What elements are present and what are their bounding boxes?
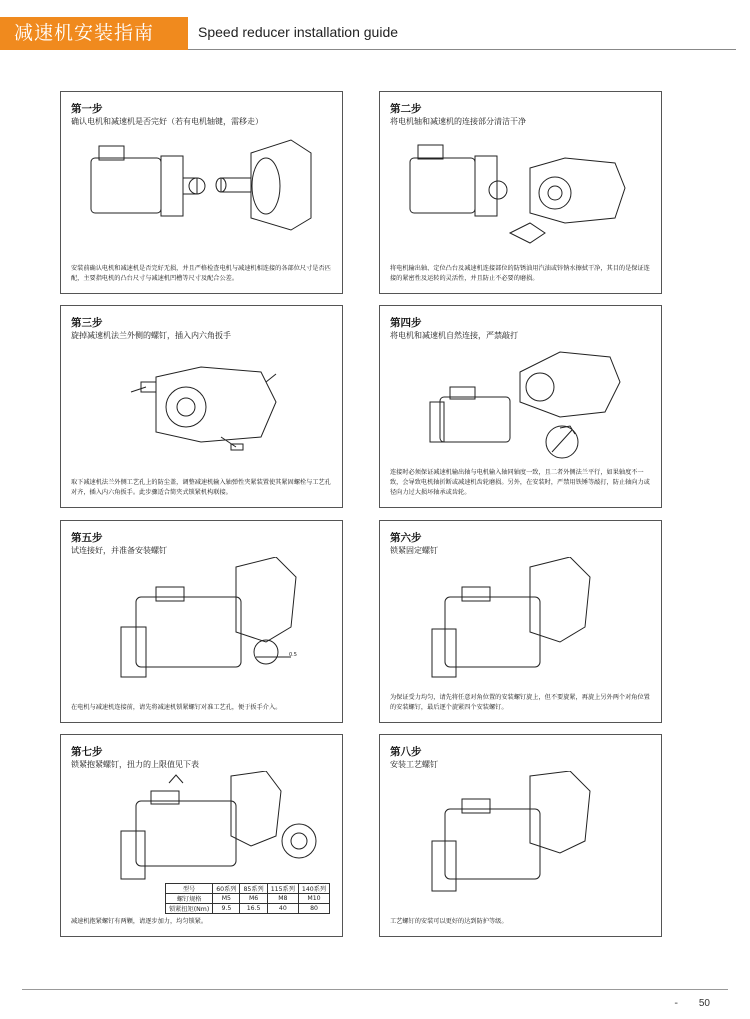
table-cell: 锁紧扭矩(Nm) [166,904,213,914]
step-card-3 [60,305,343,508]
table-cell: 9.5 [213,904,240,914]
step-title: 第六步 [390,532,422,544]
step-card-6 [379,520,662,723]
step-card-8 [379,734,662,937]
tightening-screws-illustration [380,557,663,687]
step-subtitle: 试连接好，并准备安装螺钉 [71,546,167,555]
step-title: 第一步 [71,103,103,115]
table-row [166,904,330,914]
table-row [166,894,330,904]
step-title: 第三步 [71,317,103,329]
step-card-4 [379,305,662,508]
step-description: 在电机与减速机连接前，请先将减速机锁紧螺钉对准工艺孔，便于扳手介入。 [71,704,282,711]
table-cell: 16.5 [240,904,267,914]
step-card-2 [379,91,662,294]
step-subtitle: 确认电机和减速机是否完好（若有电机轴键，需移走） [71,117,263,126]
step-description: 连接时必须保证减速机输出轴与电机输入轴同轴度一致，且二者外侧法兰平行，如果轴度不一致，会导致电机轴折断或减速机齿轮磨损。另外，在安装时，严禁用铁锤等敲打，防止轴向力或径向力过大损坏轴承或齿轮。 [390,469,650,496]
step-title: 第二步 [390,103,422,115]
table-header-cell: 60系列 [213,884,240,894]
table-cell: M5 [213,894,240,904]
header-title-cn: 减速机安装指南 [0,17,188,50]
table-cell: M6 [240,894,267,904]
step-title: 第七步 [71,746,103,758]
callout-value: 0.5 [289,652,297,658]
step-title: 第四步 [390,317,422,329]
process-screw-illustration [380,771,663,901]
table-header-cell: 115系列 [267,884,298,894]
step-subtitle: 锁紧抱紧螺钉，扭力的上限值见下表 [71,760,199,769]
step-description: 安装前确认电机和减速机是否完好无损，并且严格检查电机与减速机相连接的各部位尺寸是否匹配，主要指电机的凸台尺寸与减速机凹槽等尺寸及配合公差。 [71,265,331,282]
table-header-cell: 140系列 [298,884,329,894]
step-description: 取下减速机法兰外侧工艺孔上的防尘盖，调整减速机输入轴弹性夹紧装置使其紧固螺栓与工艺孔对齐，插入内六角扳手。此步骤适合简夹式锁紧机构联接。 [71,479,331,496]
step-description: 为保证受力均匀，请先将任意对角位置的安装螺钉旋上，但不要旋紧，再旋上另外两个对角位置的安装螺钉，最后逐个旋紧四个安装螺钉。 [390,694,650,711]
table-header-cell: 型号 [166,884,213,894]
table-cell: 80 [298,904,329,914]
table-cell: 40 [267,904,298,914]
assembly-no-hammer-illustration [380,342,663,462]
step-card-5 [60,520,343,723]
page-dash: - [674,998,678,1009]
step-card-7 [60,734,343,937]
step-description: 减速机抱紧螺钉有两颗，请逐步加力，均匀锁紧。 [71,918,208,925]
page-number: 50 [698,998,710,1009]
step-title: 第八步 [390,746,422,758]
table-cell: 螺钉规格 [166,894,213,904]
step-subtitle: 安装工艺螺钉 [390,760,438,769]
step-subtitle: 锁紧固定螺钉 [390,546,438,555]
step-subtitle: 将电机和减速机自然连接，严禁敲打 [390,331,518,340]
header-title-en: Speed reducer installation guide [198,24,399,40]
motor-and-reducer-illustration [61,128,344,258]
step-description: 工艺螺钉的安装可以更好的达到防护等级。 [390,918,508,925]
header-divider [188,49,736,50]
footer-divider [22,989,728,990]
torque-table [165,883,330,914]
reducer-with-hex-key-illustration [61,342,344,462]
table-header-row [166,884,330,894]
step-subtitle: 将电机轴和减速机的连接部分清洁干净 [390,117,526,126]
trial-connection-illustration [61,557,344,687]
step-card-1 [60,91,343,294]
step-description: 将电机输出轴、定位凸台及减速机连接部位的防锈油用汽油或锌钠水擦拭干净，其目的是保证连接的紧密性及运转的灵活性，并且防止不必要的磨损。 [390,265,650,282]
clamp-screw-illustration [61,771,344,881]
step-title: 第五步 [71,532,103,544]
table-header-cell: 85系列 [240,884,267,894]
table-cell: M10 [298,894,329,904]
table-cell: M8 [267,894,298,904]
step-subtitle: 旋掉减速机法兰外侧的螺钉，插入内六角扳手 [71,331,231,340]
cleaning-illustration [380,128,663,258]
